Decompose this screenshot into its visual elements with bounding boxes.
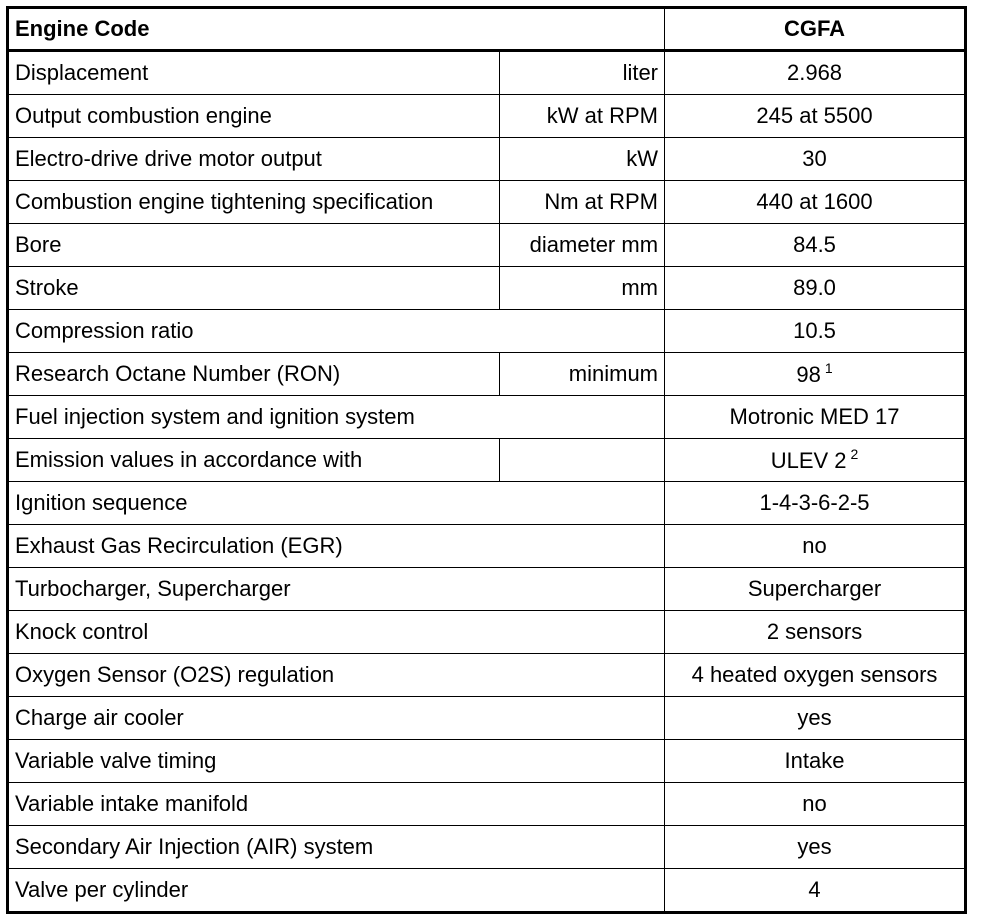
row-value: Supercharger bbox=[665, 568, 966, 611]
table-row bbox=[8, 869, 966, 913]
row-label: Emission values in accordance with bbox=[8, 439, 500, 482]
row-value: 4 bbox=[665, 869, 966, 913]
table-row bbox=[8, 181, 966, 224]
row-value: no bbox=[665, 783, 966, 826]
table-row bbox=[8, 439, 966, 482]
row-value: 2 sensors bbox=[665, 611, 966, 654]
row-value: no bbox=[665, 525, 966, 568]
row-value: yes bbox=[665, 697, 966, 740]
row-label: Bore bbox=[8, 224, 500, 267]
table-row bbox=[8, 51, 966, 95]
row-label: Charge air cooler bbox=[8, 697, 665, 740]
table-row bbox=[8, 697, 966, 740]
row-unit: minimum bbox=[500, 353, 665, 396]
value-text: 98 bbox=[796, 362, 821, 387]
table-row bbox=[8, 267, 966, 310]
row-value: 245 at 5500 bbox=[665, 95, 966, 138]
row-label: Turbocharger, Supercharger bbox=[8, 568, 665, 611]
row-value: Intake bbox=[665, 740, 966, 783]
row-value: 2.968 bbox=[665, 51, 966, 95]
row-value: 440 at 1600 bbox=[665, 181, 966, 224]
row-unit: diameter mm bbox=[500, 224, 665, 267]
row-unit bbox=[500, 439, 665, 482]
footnote-marker: 1 bbox=[824, 360, 833, 376]
table-row bbox=[8, 95, 966, 138]
row-unit: kW at RPM bbox=[500, 95, 665, 138]
row-label: Knock control bbox=[8, 611, 665, 654]
table-row bbox=[8, 783, 966, 826]
row-unit: liter bbox=[500, 51, 665, 95]
table-row bbox=[8, 568, 966, 611]
table-row bbox=[8, 654, 966, 697]
row-value: 84.5 bbox=[665, 224, 966, 267]
row-value: yes bbox=[665, 826, 966, 869]
row-label: Displacement bbox=[8, 51, 500, 95]
row-value: 1-4-3-6-2-5 bbox=[665, 482, 966, 525]
row-unit: Nm at RPM bbox=[500, 181, 665, 224]
row-label: Oxygen Sensor (O2S) regulation bbox=[8, 654, 665, 697]
table-row bbox=[8, 740, 966, 783]
row-value bbox=[665, 353, 966, 396]
row-label: Stroke bbox=[8, 267, 500, 310]
value-text: ULEV 2 bbox=[770, 448, 847, 473]
engine-spec-table bbox=[6, 6, 967, 914]
table-row bbox=[8, 138, 966, 181]
row-label: Ignition sequence bbox=[8, 482, 665, 525]
table-header-row bbox=[8, 8, 966, 51]
table-row bbox=[8, 611, 966, 654]
table-row bbox=[8, 525, 966, 568]
table-row bbox=[8, 826, 966, 869]
engine-code-label: Engine Code bbox=[8, 8, 665, 51]
table-row bbox=[8, 224, 966, 267]
engine-code-value: CGFA bbox=[665, 8, 966, 51]
footnote-marker: 2 bbox=[850, 446, 859, 462]
row-label: Fuel injection system and ignition system bbox=[8, 396, 665, 439]
table-row bbox=[8, 396, 966, 439]
table-row bbox=[8, 482, 966, 525]
row-label: Variable intake manifold bbox=[8, 783, 665, 826]
row-label: Compression ratio bbox=[8, 310, 665, 353]
row-value: Motronic MED 17 bbox=[665, 396, 966, 439]
row-value bbox=[665, 439, 966, 482]
table-row bbox=[8, 353, 966, 396]
row-label: Exhaust Gas Recirculation (EGR) bbox=[8, 525, 665, 568]
row-unit: mm bbox=[500, 267, 665, 310]
row-label: Research Octane Number (RON) bbox=[8, 353, 500, 396]
table-row bbox=[8, 310, 966, 353]
row-value: 89.0 bbox=[665, 267, 966, 310]
row-label: Variable valve timing bbox=[8, 740, 665, 783]
row-value: 10.5 bbox=[665, 310, 966, 353]
row-label: Secondary Air Injection (AIR) system bbox=[8, 826, 665, 869]
row-value: 30 bbox=[665, 138, 966, 181]
row-value: 4 heated oxygen sensors bbox=[665, 654, 966, 697]
row-label: Output combustion engine bbox=[8, 95, 500, 138]
row-label: Combustion engine tightening specification bbox=[8, 181, 500, 224]
row-label: Valve per cylinder bbox=[8, 869, 665, 913]
row-unit: kW bbox=[500, 138, 665, 181]
row-label: Electro-drive drive motor output bbox=[8, 138, 500, 181]
